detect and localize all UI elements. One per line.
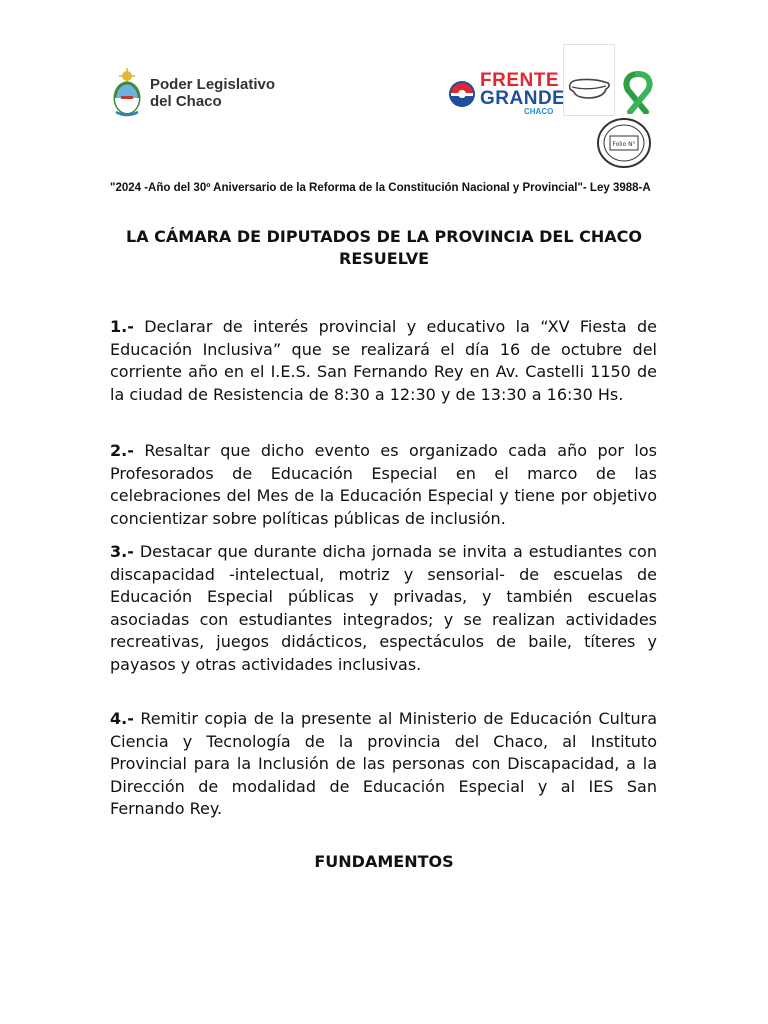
fundamentos-heading: FUNDAMENTOS xyxy=(314,852,454,871)
poder-legislativo-logo xyxy=(110,68,275,118)
party-name-grande: GRANDE xyxy=(480,88,566,109)
article-number: 4.- xyxy=(110,709,134,728)
hat-icon xyxy=(564,45,614,115)
frente-grande-logo xyxy=(447,72,565,116)
resuelve-title: RESUELVE xyxy=(339,249,429,268)
chamber-title: LA CÁMARA DE DIPUTADOS DE LA PROVINCIA DEL CHACO xyxy=(126,227,642,246)
resolution-heading xyxy=(110,226,658,270)
institution-name-line1: Poder Legislativo xyxy=(150,76,276,93)
year-motto: "2024 -Año del 30º Aniversario de la Reforma de la Constitución Nacional y Provincial"- Ley 3988-A xyxy=(110,182,651,194)
article-2 xyxy=(110,440,657,530)
institution-name-line2: del Chaco xyxy=(150,93,222,110)
hat-logo xyxy=(563,44,615,116)
article-4 xyxy=(110,708,657,821)
article-number: 2.- xyxy=(110,441,134,460)
coat-of-arms-icon xyxy=(110,68,144,118)
party-name-chaco: CHACO xyxy=(524,107,554,116)
seal-text: Folio N° xyxy=(612,141,636,148)
official-seal-stamp xyxy=(595,116,653,170)
green-ribbon-icon xyxy=(618,70,658,114)
article-3 xyxy=(110,541,657,677)
party-name-frente: FRENTE xyxy=(480,70,559,91)
article-text: Remitir copia de la presente al Ministerio de Educación Cultura Ciencia y Tecnología de la provincia del Chaco, al Instituto Provincial para la Inclusión de las personas con Discapacidad, a la Dirección de modalidad de Educación Especial y al IES San Fernando Rey. xyxy=(110,709,657,819)
article-number: 3.- xyxy=(110,542,134,561)
article-number: 1.- xyxy=(110,317,134,336)
article-text: Resaltar que dicho evento es organizado cada año por los Profesorados de Educación Especial en el marco de las celebraciones del Mes de la Educación Especial y tiene por objetivo concientizar sobre políticas públicas de inclusión. xyxy=(110,441,657,528)
party-emblem-icon xyxy=(447,79,477,109)
article-text: Declarar de interés provincial y educativo la “XV Fiesta de Educación Inclusiva” que se realizará el día 16 de octubre del corriente año en el I.E.S. San Fernando Rey en Av. Castelli 1150 de la ciudad de Resistencia de 8:30 a 12:30 y de 13:30 a 16:30 Hs. xyxy=(110,317,657,404)
article-text: Destacar que durante dicha jornada se invita a estudiantes con discapacidad -intelectual, motriz y sensorial- de escuelas de Educación Especial públicas y privadas, y también escuelas asociadas con estudiantes integrados; y se realizan actividades recreativas, juegos didácticos, espectáculos de baile, títeres y payasos y otras actividades inclusivas. xyxy=(110,542,657,674)
article-1 xyxy=(110,316,657,406)
